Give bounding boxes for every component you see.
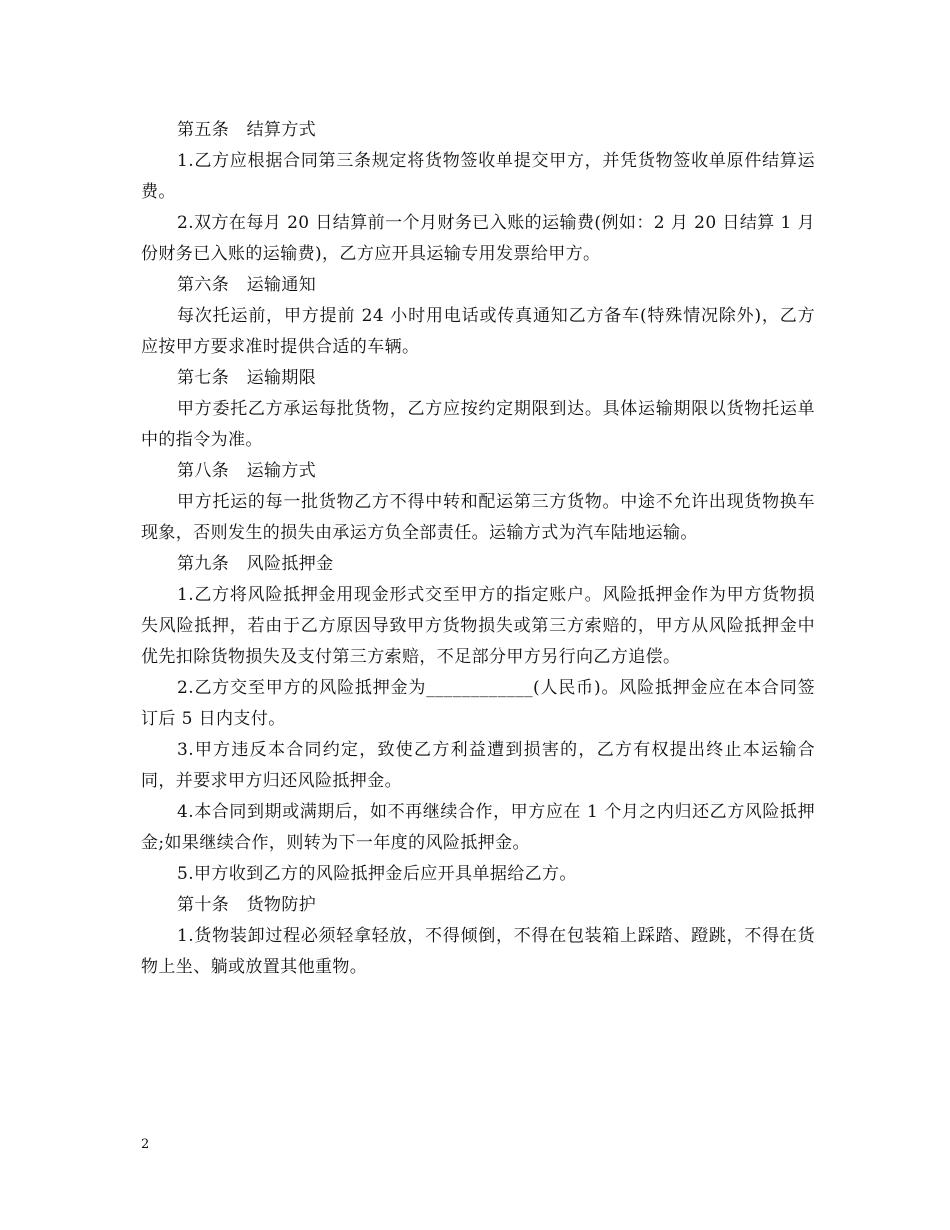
body-paragraph: 1.货物装卸过程必须轻拿轻放，不得倾倒，不得在包装箱上踩踏、蹬跳，不得在货物上坐、躺或放置其他重物。 xyxy=(141,926,815,977)
body-paragraph: 3.甲方违反本合同约定，致使乙方利益遭到损害的，乙方有权提出终止本运输合同，并要求甲方归还风险抵押金。 xyxy=(141,740,815,791)
article-heading: 第七条 运输期限 xyxy=(177,368,317,388)
body-paragraph: 2.双方在每月 20 日结算前一个月财务已入账的运输费(例如：2 月 20 日结算 1 月份财务已入账的运输费)，乙方应开具运输专用发票给甲方。 xyxy=(141,213,815,264)
body-paragraph: 甲方托运的每一批货物乙方不得中转和配运第三方货物。中途不允许出现货物换车现象，否则发生的损失由承运方负全部责任。运输方式为汽车陆地运输。 xyxy=(141,492,815,543)
body-paragraph: 每次托运前，甲方提前 24 小时用电话或传真通知乙方备车(特殊情况除外)，乙方应按甲方要求准时提供合适的车辆。 xyxy=(141,306,815,357)
page-number: 2 xyxy=(141,1137,150,1152)
body-paragraph: 2.乙方交至甲方的风险抵押金为____________(人民币)。风险抵押金应在本合同签订后 5 日内支付。 xyxy=(141,678,815,729)
article-heading: 第八条 运输方式 xyxy=(177,461,317,481)
body-paragraph: 4.本合同到期或满期后，如不再继续合作，甲方应在 1 个月之内归还乙方风险抵押金;如果继续合作，则转为下一年度的风险抵押金。 xyxy=(141,802,815,853)
body-paragraph: 甲方委托乙方承运每批货物，乙方应按约定期限到达。具体运输期限以货物托运单中的指令为准。 xyxy=(141,399,815,450)
body-paragraph: 5.甲方收到乙方的风险抵押金后应开具单据给乙方。 xyxy=(177,864,577,884)
article-heading: 第五条 结算方式 xyxy=(177,120,317,140)
body-paragraph: 1.乙方将风险抵押金用现金形式交至甲方的指定账户。风险抵押金作为甲方货物损失风险抵押，若由于乙方原因导致甲方货物损失或第三方索赔的，甲方从风险抵押金中优先扣除货物损失及支付第三方索赔，不足部分甲方另行向乙方追偿。 xyxy=(141,585,815,667)
article-heading: 第十条 货物防护 xyxy=(177,895,317,915)
document-body xyxy=(141,115,815,983)
article-heading: 第六条 运输通知 xyxy=(177,275,317,295)
body-paragraph: 1.乙方应根据合同第三条规定将货物签收单提交甲方，并凭货物签收单原件结算运费。 xyxy=(141,151,815,202)
article-heading: 第九条 风险抵押金 xyxy=(177,554,334,574)
